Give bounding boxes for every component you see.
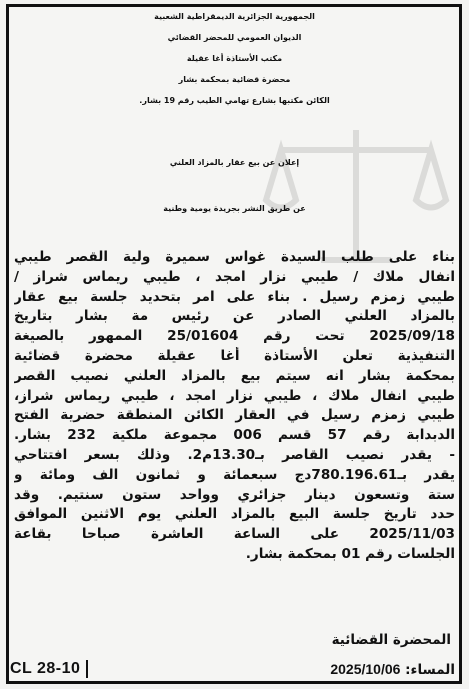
publication-date-value: 2025/10/06 [330,661,401,677]
signature-label: المحضرة القضائية [331,632,451,648]
header-office: الديوان العمومي للمحضر القضائي [167,33,302,42]
header-address: الكائن مكتبها بشارع تهامي الطيب رقم 19 بشار. [139,96,330,105]
publication-date [330,661,455,678]
header-court: محضرة قضائية بمحكمة بشار [178,75,291,84]
title-line-1: إعلان عن بيع عقار بالمزاد العلني [169,158,300,167]
publication-footer [10,660,459,682]
header-republic: الجمهورية الجزائرية الديمقراطية الشعبية [154,12,315,21]
notice-header [6,6,463,111]
body-line: التنفيذية تعلن الأستاذة أغا عقيلة محضرة قضائية [14,347,455,364]
body-line: يقدر بـ780.196.61دج سبعمائة و ثمانون الف ومائة و [14,466,455,483]
body-line: حدد تاريخ جلسة البيع بالمزاد العلني يوم الاثنين الموافق [14,506,455,523]
newspaper-name: المساء: [405,662,455,678]
body-line: بمحكمة بشار انه سيتم بيع بالمزاد العلني نصيب القصر [14,367,455,384]
body-line: 2025/09/18 تحت رقم 25/01604 الممهور بالصيغة [14,328,455,345]
body-line: بناء على طلب السيدة غواس سميرة ولية القصر طيبي [14,249,455,265]
title-line-2: عن طريق النشر بجريدة يومية وطنية [163,204,306,213]
body-line: طيبي زمزم رسيل في العقار الكائن المنطقة حضرية الفتح [14,407,455,424]
body-line: طيبي انفال ملاك ، طيبي نزار امجد ، طيبي ريماس شراز، [14,387,455,404]
body-line: طيبي زمزم رسيل . بناء على امر بتحديد جلسة بيع عقار [14,288,455,305]
body-line: 2025/11/03 على الساعة العاشرة صباحا بقاعة [14,526,455,543]
body-line: بالمزاد العلني الصادر عن رئيس مة بشار بتاريخ [14,308,455,325]
body-line: - يقدر نصيب القاصر بـ13.30م2. وذلك بسعر افتتاحي [14,446,455,463]
notice-body [14,248,455,565]
header-bailiff-name: مكتب الأستاذة أغا عقيلة [186,54,283,63]
body-line: ستة وتسعون دينار جزائري وواحد ستون سنتيم. وقد [14,486,455,503]
body-line: الجلسات رقم 01 بمحكمة بشار. [245,545,455,562]
body-line: الدبدابة رقم 57 قسم 006 مجموعة ملكية 232 بشار. [14,427,455,444]
body-line: انفال ملاك / طيبي نزار امجد ، طيبي ريماس شراز / [14,268,455,285]
ad-code: CL 28-10 [10,660,88,678]
notice-title [6,140,463,232]
